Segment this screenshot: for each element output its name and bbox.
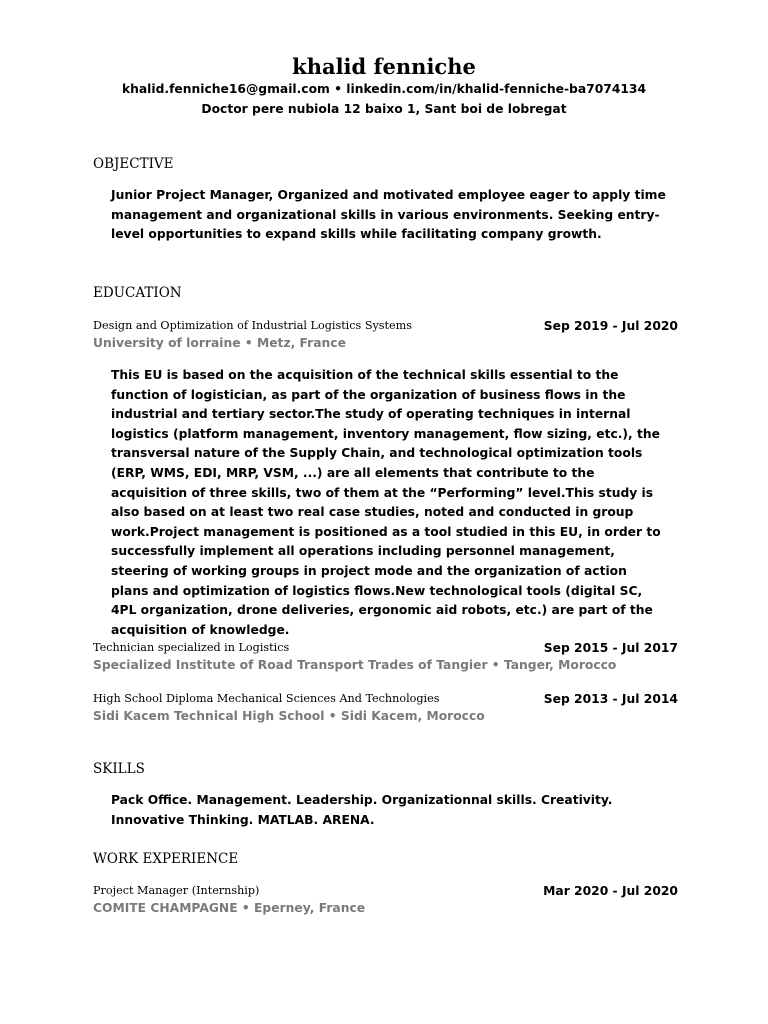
work-experience-heading: WORK EXPERIENCE: [93, 851, 239, 867]
work-entry-dates: Mar 2020 - Jul 2020: [543, 884, 678, 898]
education-entry-dates: Sep 2013 - Jul 2014: [543, 692, 678, 706]
education-entry-dates: Sep 2015 - Jul 2017: [543, 641, 678, 655]
education-entry-title: High School Diploma Mechanical Sciences And Technologies: [93, 692, 440, 705]
education-entry-title: Design and Optimization of Industrial Logistics Systems: [93, 319, 413, 332]
education-heading: EDUCATION: [93, 285, 182, 301]
address-line: Doctor pere nubiola 12 baixo 1, Sant boi de lobregat: [201, 102, 567, 116]
education-entry-dates: Sep 2019 - Jul 2020: [543, 319, 678, 333]
education-entry-title: Technician specialized in Logistics: [93, 641, 290, 654]
education-entry-description: This EU is based on the acquisition of the technical skills essential to the function of logistician, as part of the organization of business flows in the industrial and tertiary sector.The study of operating techniques in internal logistics (platform management, inventory management, flow sizing, etc.), the transversal nature of the Supply Chain, and technological optimization tools (ERP, WMS, EDI, MRP, VSM, ...) are all elements that contribute to the acquisition of three skills, two of them at the “Performing” level.This study is also based on at least two real case studies, noted and conducted in group work.Project management is positioned as a tool studied in this EU, in order to successfully implement all operations including personnel management, steering of working groups in project mode and the organization of action plans and optimization of logistics flows.New technological tools (digital SC, 4PL organization, drone deliveries, ergonomic aid robots, etc.) are part of the acquisition of knowledge.: [111, 368, 661, 637]
skills-text: Pack Office. Management. Leadership. Organizationnal skills. Creativity. Innovative Thinking. MATLAB. ARENA.: [111, 793, 613, 827]
candidate-name: khalid fenniche: [292, 54, 476, 79]
work-entry-org: COMITE CHAMPAGNE • Eperney, France: [93, 901, 366, 915]
skills-heading: SKILLS: [93, 761, 145, 777]
work-entry-title: Project Manager (Internship): [93, 884, 260, 897]
contact-line: khalid.fenniche16@gmail.com • linkedin.com/in/khalid-fenniche-ba7074134: [121, 82, 647, 96]
education-entry-org: Specialized Institute of Road Transport Trades of Tangier • Tanger, Morocco: [93, 658, 617, 672]
education-entry-org: Sidi Kacem Technical High School • Sidi Kacem, Morocco: [93, 709, 485, 723]
objective-heading: OBJECTIVE: [93, 156, 174, 172]
objective-text: Junior Project Manager, Organized and motivated employee eager to apply time management and organizational skills in various environments. Seeking entry-level opportunities to expand skills while facilitating company growth.: [111, 188, 666, 242]
education-entry-org: University of lorraine • Metz, France: [93, 336, 346, 350]
